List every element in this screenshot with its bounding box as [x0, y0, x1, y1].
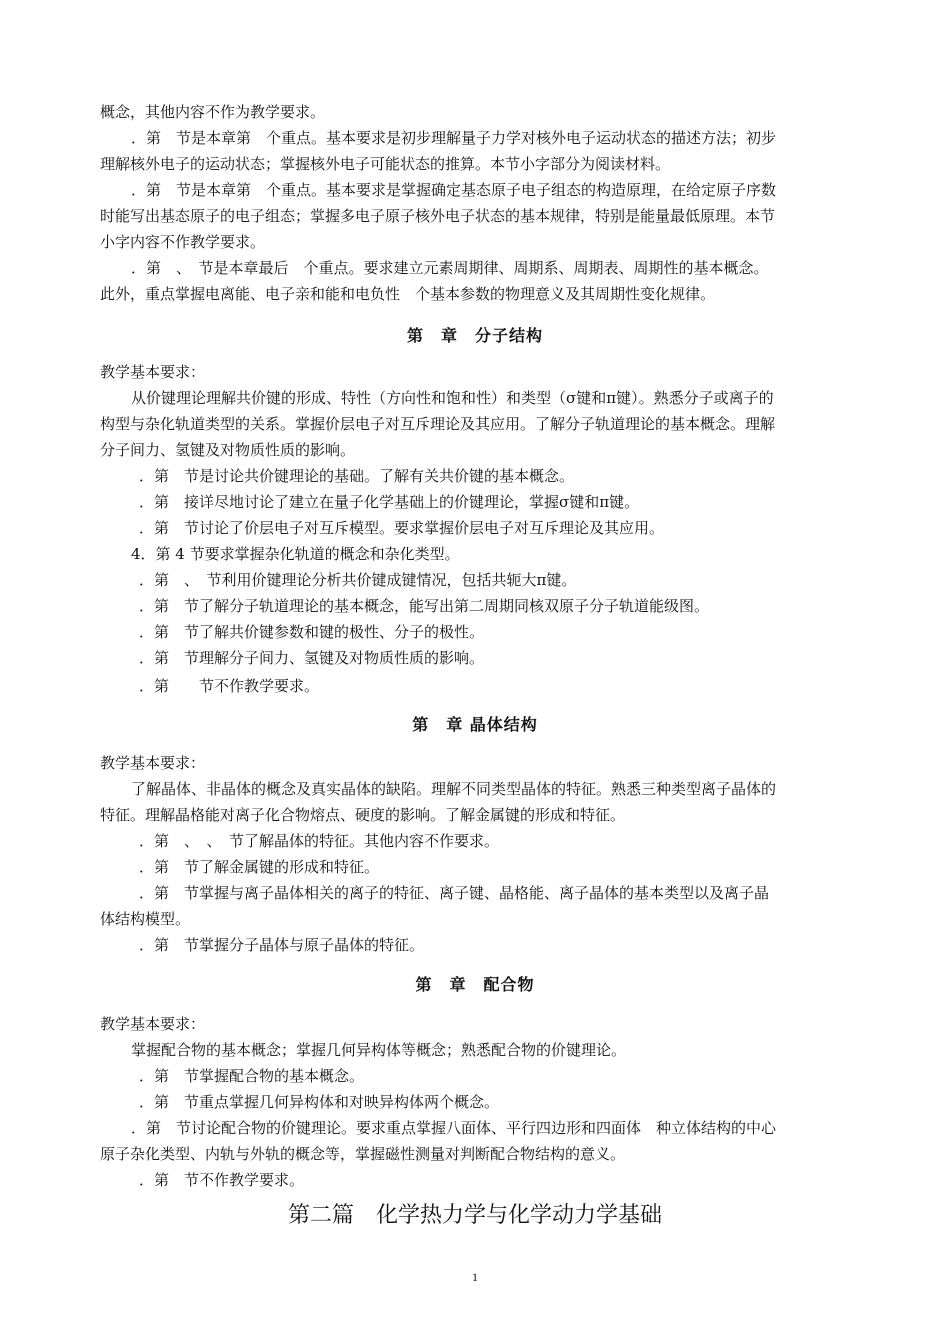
list-item: ．第 、 、 节了解晶体的特征。其他内容不作要求。: [139, 832, 500, 850]
list-item: ．第 节讨论了价层电子对互斥模型。要求掌握价层电子对互斥理论及其应用。: [139, 519, 665, 537]
list-item: ．第 节掌握分子晶体与原子晶体的特征。: [139, 936, 425, 954]
list-item: ．第 节讨论配合物的价键理论。要求重点掌握八面体、平行四边形和四面体 种立体结构的中心: [131, 1119, 777, 1137]
list-item: ．第 节不作教学要求。: [139, 1171, 305, 1189]
paragraph-line: 此外，重点掌握电离能、电子亲和能和电负性 个基本参数的物理意义及其周期性变化规律。: [100, 285, 716, 303]
requirements-label: 教学基本要求：: [100, 363, 206, 381]
paragraph-line: 构型与杂化轨道类型的关系。掌握价层电子对互斥理论及其应用。了解分子轨道理论的基本概念。理解: [100, 415, 776, 433]
chapter-heading: 第 章 配合物: [415, 975, 535, 994]
paragraph-line: 特征。理解晶格能对离子化合物熔点、硬度的影响。了解金属键的形成和特征。: [100, 806, 626, 824]
paragraph-line: 分子间力、氢键及对物质性质的影响。: [100, 441, 356, 459]
paragraph-line: ．第 节是本章第 个重点。基本要求是掌握确定基态原子电子组态的构造原理，在给定原子序数: [131, 181, 777, 199]
list-item: ．第 节了解共价键参数和键的极性、分子的极性。: [139, 623, 485, 641]
list-item: ．第 节是讨论共价键理论的基础。了解有关共价键的基本概念。: [139, 467, 575, 485]
paragraph-line: ．第 、 节是本章最后 个重点。要求建立元素周期律、周期系、周期表、周期性的基本概念。: [131, 259, 769, 277]
list-item: ．第 节了解金属键的形成和特征。: [139, 858, 380, 876]
page-number: 1: [472, 1270, 478, 1284]
paragraph-line: 掌握配合物的基本概念；掌握几何异构体等概念；熟悉配合物的价键理论。: [131, 1041, 627, 1059]
list-item: ．第 节掌握配合物的基本概念。: [139, 1067, 365, 1085]
list-item: ．第 节理解分子间力、氢键及对物质性质的影响。: [139, 649, 485, 667]
paragraph-line: ．第 节是本章第 个重点。基本要求是初步理解量子力学对核外电子运动状态的描述方法；初步: [131, 129, 777, 147]
list-item: ．第 节掌握与离子晶体相关的离子的特征、离子键、晶格能、离子晶体的基本类型以及离子晶: [139, 884, 770, 902]
paragraph-line: 理解核外电子的运动状态；掌握核外电子可能状态的推算。本节小字部分为阅读材料。: [100, 155, 671, 173]
requirements-label: 教学基本要求：: [100, 1015, 206, 1033]
list-item: ．第 接详尽地讨论了建立在量子化学基础上的价键理论，掌握σ键和π键。: [139, 493, 640, 511]
list-item: ．第 节了解分子轨道理论的基本概念，能写出第二周期同核双原子分子轨道能级图。: [139, 597, 710, 615]
list-item-continuation: 体结构模型。: [100, 910, 191, 928]
paragraph-line: 了解晶体、非晶体的概念及真实晶体的缺陷。理解不同类型晶体的特征。熟悉三种类型离子晶体的: [131, 780, 777, 798]
list-item: 4．第 4 节要求掌握杂化轨道的概念和杂化类型。: [131, 545, 460, 563]
list-item-continuation: 原子杂化类型、内轨与外轨的概念等，掌握磁性测量对判断配合物结构的意义。: [100, 1145, 626, 1163]
paragraph-line: 小字内容不作教学要求。: [100, 233, 266, 251]
part-title: 第二篇 化学热力学与化学动力学基础: [287, 1203, 662, 1228]
paragraph-line: 时能写出基态原子的电子组态；掌握多电子原子核外电子状态的基本规律，特别是能量最低原理。本节: [100, 207, 776, 225]
paragraph-line: 从价键理论理解共价键的形成、特性（方向性和饱和性）和类型（σ键和π键）。熟悉分子或离子的: [131, 389, 774, 407]
chapter-heading: 第 章 分子结构: [406, 326, 543, 345]
list-item: ．第 、 节利用价键理论分析共价键成键情况，包括共轭大π键。: [139, 571, 577, 589]
list-item: ．第 节重点掌握几何异构体和对映异构体两个概念。: [139, 1093, 500, 1111]
list-item: ．第 节不作教学要求。: [139, 677, 320, 695]
requirements-label: 教学基本要求：: [100, 754, 206, 772]
paragraph-line: 概念，其他内容不作为教学要求。: [100, 103, 326, 121]
chapter-heading: 第 章 晶体结构: [412, 715, 538, 734]
